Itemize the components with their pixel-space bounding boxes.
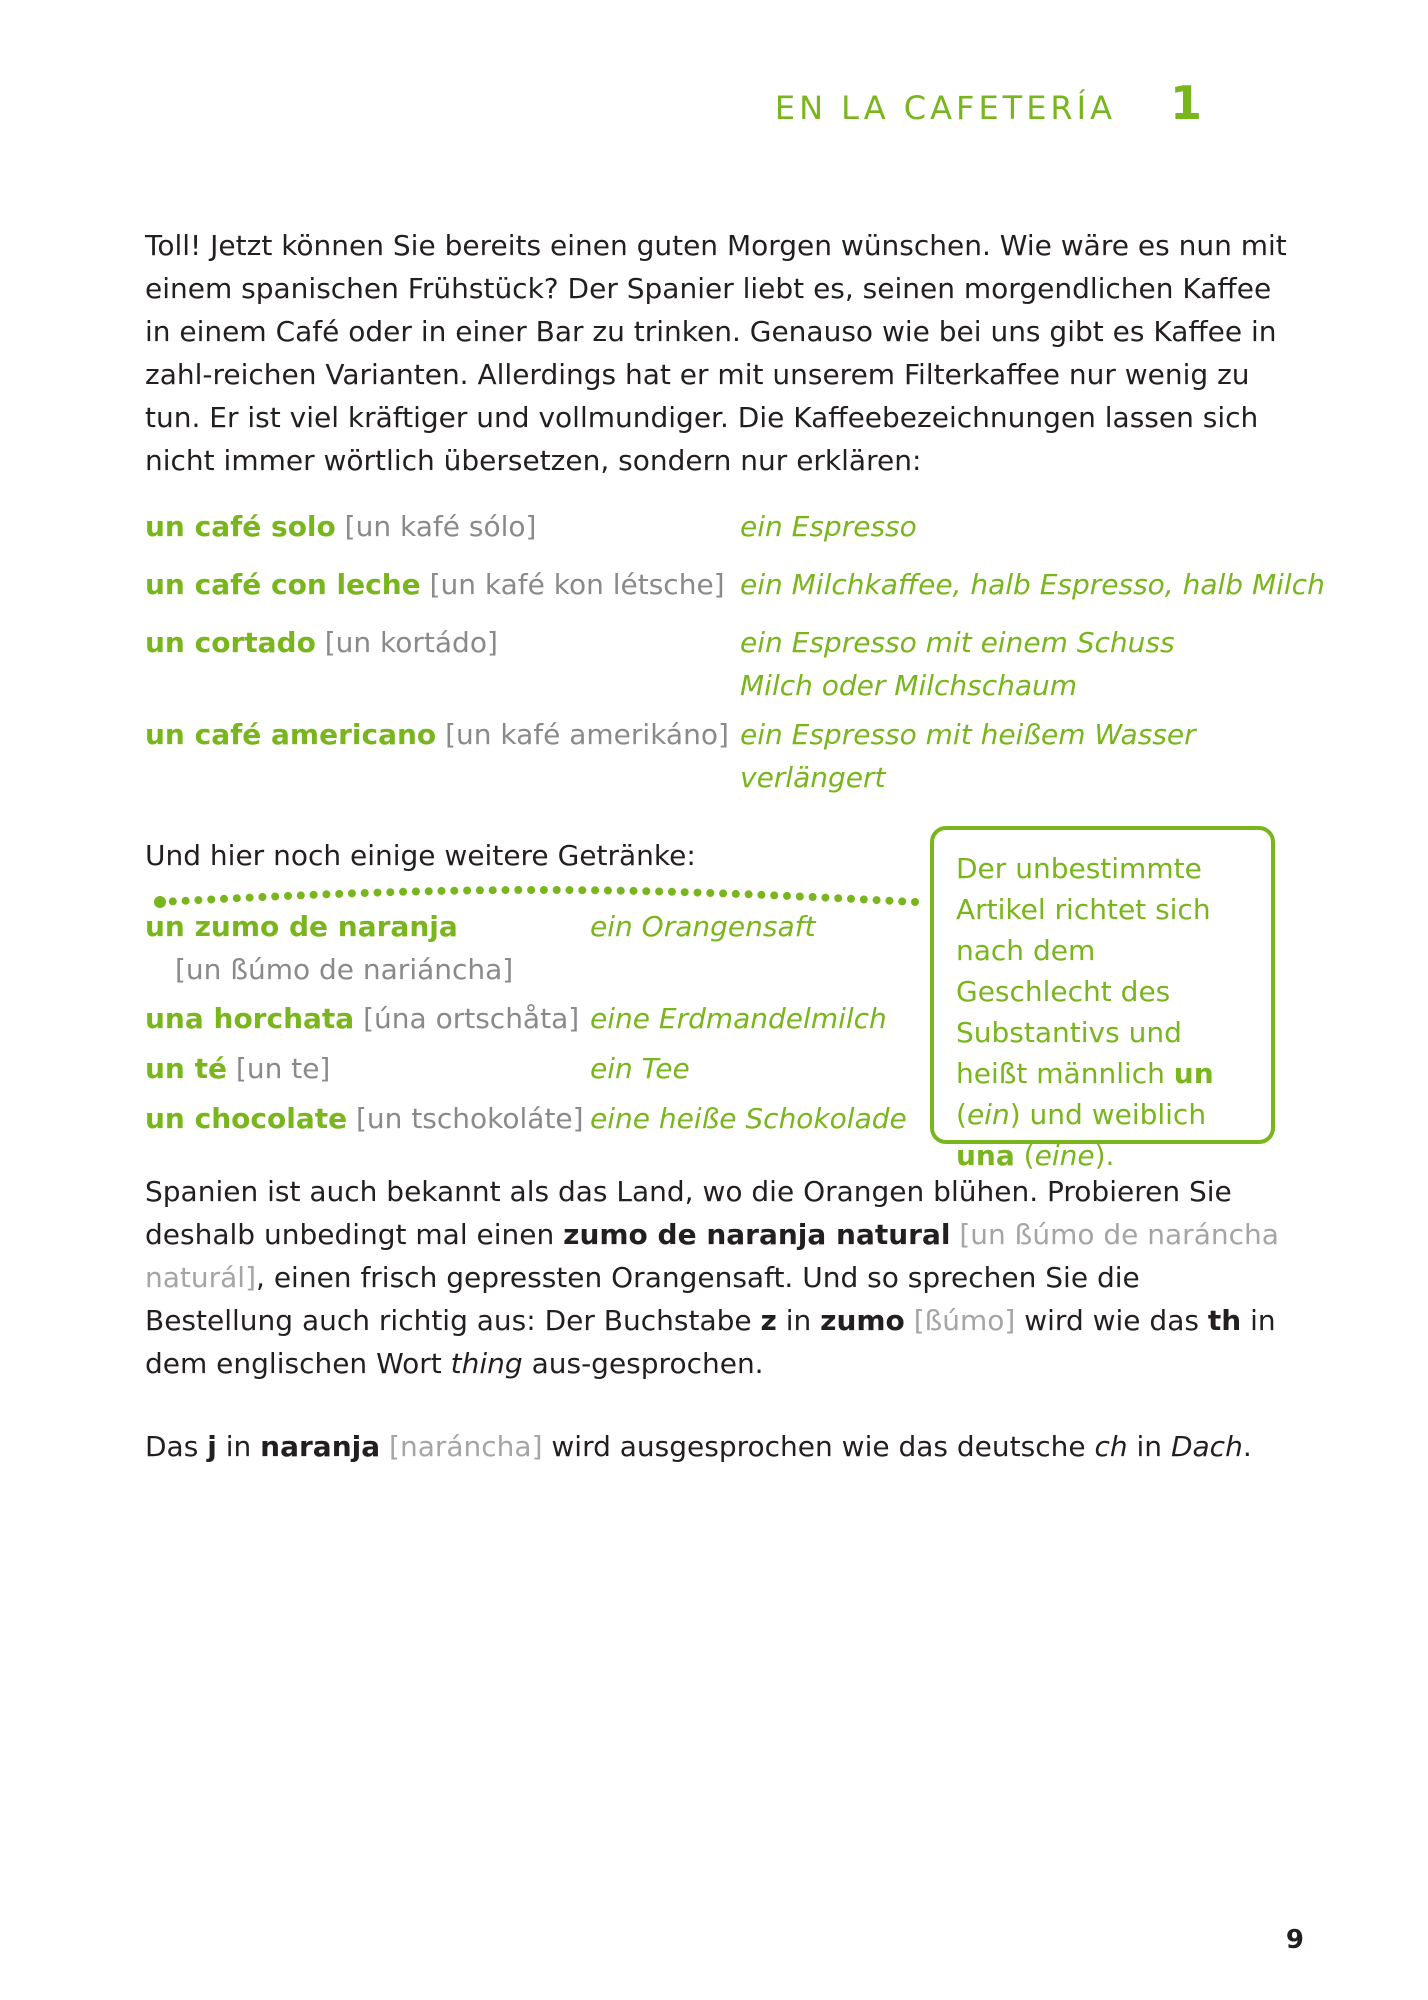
connector-dot — [591, 886, 599, 894]
spanish-term: un cortado — [145, 626, 316, 659]
connector-dot — [463, 887, 471, 895]
pronunciation: [un te] — [235, 1052, 331, 1085]
connector-dot — [182, 897, 190, 905]
connector-dot — [745, 890, 753, 898]
connector-dot — [617, 887, 625, 895]
info-translation-ein: ein — [966, 1098, 1010, 1131]
page-header — [775, 76, 1202, 130]
connector-dot — [399, 888, 407, 896]
connector-dot — [604, 887, 612, 895]
page-number: 9 — [1285, 1925, 1304, 1955]
spanish-term: un café con leche — [145, 568, 421, 601]
chapter-title: EN LA CAFETERÍA — [774, 89, 1116, 127]
german-translation: ein Espresso mit heißem Wasser verlängert — [740, 718, 1196, 794]
connector-dot — [540, 886, 548, 894]
spanish-term: un chocolate — [145, 1102, 348, 1135]
info-text: ). — [1094, 1139, 1115, 1172]
connector-dot — [335, 890, 343, 898]
connector-dot — [502, 886, 510, 894]
connector-dot — [719, 889, 727, 897]
connector-dot — [386, 888, 394, 896]
connector-dot — [322, 890, 330, 898]
connector-dot — [412, 888, 420, 896]
connector-dot — [706, 889, 714, 897]
connector-dot — [796, 893, 804, 901]
grammar-info-box — [930, 826, 1275, 1172]
pronunciation: [un kortádo] — [324, 626, 498, 659]
connector-dot — [834, 894, 842, 902]
spanish-term: una horchata — [145, 1002, 355, 1035]
connector-dot — [694, 889, 702, 897]
connector-dot — [757, 891, 765, 899]
connector-dot — [873, 896, 881, 904]
connector-dot — [809, 893, 817, 901]
connector-dot — [476, 886, 484, 894]
pronunciation: [un ßúmo de nariáncha] — [175, 953, 514, 986]
connector-dot — [770, 891, 778, 899]
info-term-un: un — [1173, 1057, 1214, 1090]
connector-dot — [297, 891, 305, 899]
connector-dot — [642, 887, 650, 895]
drinks-heading: Und hier noch einige weitere Getränke: — [145, 839, 696, 872]
info-text: ( — [956, 1098, 967, 1131]
pronunciation: [un kafé amerikáno] — [445, 718, 729, 751]
info-text: ( — [1014, 1139, 1035, 1172]
connector-dot — [553, 886, 561, 894]
connector-dot — [655, 888, 663, 896]
connector-dot — [885, 897, 893, 905]
connector-dot — [220, 895, 228, 903]
connector-dot — [566, 886, 574, 894]
pronunciation: [un tschokoláte] — [356, 1102, 584, 1135]
connector-dot — [898, 897, 906, 905]
connector-dot — [527, 886, 535, 894]
connector-dot — [284, 892, 292, 900]
connector-dot — [783, 892, 791, 900]
connector-dot — [194, 896, 202, 904]
german-translation: ein Tee — [590, 1052, 690, 1085]
connector-dot — [630, 887, 638, 895]
info-translation-eine: eine — [1034, 1139, 1095, 1172]
intro-paragraph: Toll! Jetzt können Sie bereits einen guten Morgen wünschen. Wie wäre es nun mit einem spanischen Frühstück? Der Spanier liebt es, seinen morgendlichen Kaffee in einem Café oder in einer Bar zu trinken. Genauso wie bei uns gibt es Kaffee in zahl-reichen Varianten. Allerdings hat er mit unserem Filterkaffee nur wenig zu tun. Er ist viel kräftiger und vollmundiger. Die Kaffeebezeichnungen lassen sich nicht immer wörtlich übersetzen, sondern nur erklären: — [145, 229, 1287, 477]
connector-dot — [450, 887, 458, 895]
german-translation: ein Espresso mit einem Schuss Milch oder Milchschaum — [740, 626, 1175, 702]
connector-dot — [271, 893, 279, 901]
connector-dot — [489, 886, 497, 894]
german-translation: ein Orangensaft — [590, 910, 816, 943]
connector-dot — [681, 888, 689, 896]
connector-dot — [425, 887, 433, 895]
german-translation: eine Erdmandelmilch — [590, 1002, 887, 1035]
connector-dot — [514, 886, 522, 894]
german-translation: eine heiße Schokolade — [590, 1102, 907, 1135]
pronunciation-j-paragraph: Das j in naranja [naráncha] wird ausgesprochen wie das deutsche ch in Dach. — [145, 1430, 1252, 1463]
spanish-term: un zumo de naranja — [145, 910, 458, 943]
pronunciation: [úna ortschåta] — [363, 1002, 580, 1035]
connector-dot — [438, 887, 446, 895]
connector-dot — [911, 898, 919, 906]
connector-dot — [374, 889, 382, 897]
connector-dot — [821, 894, 829, 902]
connector-dot — [310, 891, 318, 899]
info-text: Der unbestimmte Artikel richtet sich nach dem Geschlecht des Substantivs und heißt männlich — [956, 852, 1211, 1090]
pronunciation: [un kafé kon létsche] — [429, 568, 725, 601]
orange-juice-paragraph: Spanien ist auch bekannt als das Land, wo die Orangen blühen. Probieren Sie deshalb unbedingt mal einen zumo de naranja natural [un ßúmo de naráncha naturál], einen frisch gepressten Orangensaft. Und so sprechen Sie die Bestellung auch richtig aus: Der Buchstabe z in zumo [ßúmo] wird wie das th in dem englischen Wort thing aus-gesprochen. — [145, 1175, 1279, 1380]
spanish-term: un té — [145, 1052, 227, 1085]
connector-dot — [258, 893, 266, 901]
german-translation: ein Espresso — [740, 510, 917, 543]
connector-dot — [578, 886, 586, 894]
info-text: ) und weiblich — [1009, 1098, 1207, 1131]
connector-dot — [847, 895, 855, 903]
connector-dot — [860, 896, 868, 904]
info-term-una: una — [956, 1139, 1015, 1172]
connector-dot — [246, 894, 254, 902]
connector-dot — [207, 896, 215, 904]
connector-dot — [233, 894, 241, 902]
pronunciation: [un kafé sólo] — [344, 510, 537, 543]
spanish-term: un café solo — [145, 510, 336, 543]
chapter-number: 1 — [1169, 76, 1202, 130]
german-translation: ein Milchkaffee, halb Espresso, halb Milch — [740, 568, 1325, 601]
connector-dot — [668, 888, 676, 896]
connector-dot — [732, 890, 740, 898]
connector-dot — [348, 889, 356, 897]
spanish-term: un café americano — [145, 718, 437, 751]
connector-dot — [361, 889, 369, 897]
